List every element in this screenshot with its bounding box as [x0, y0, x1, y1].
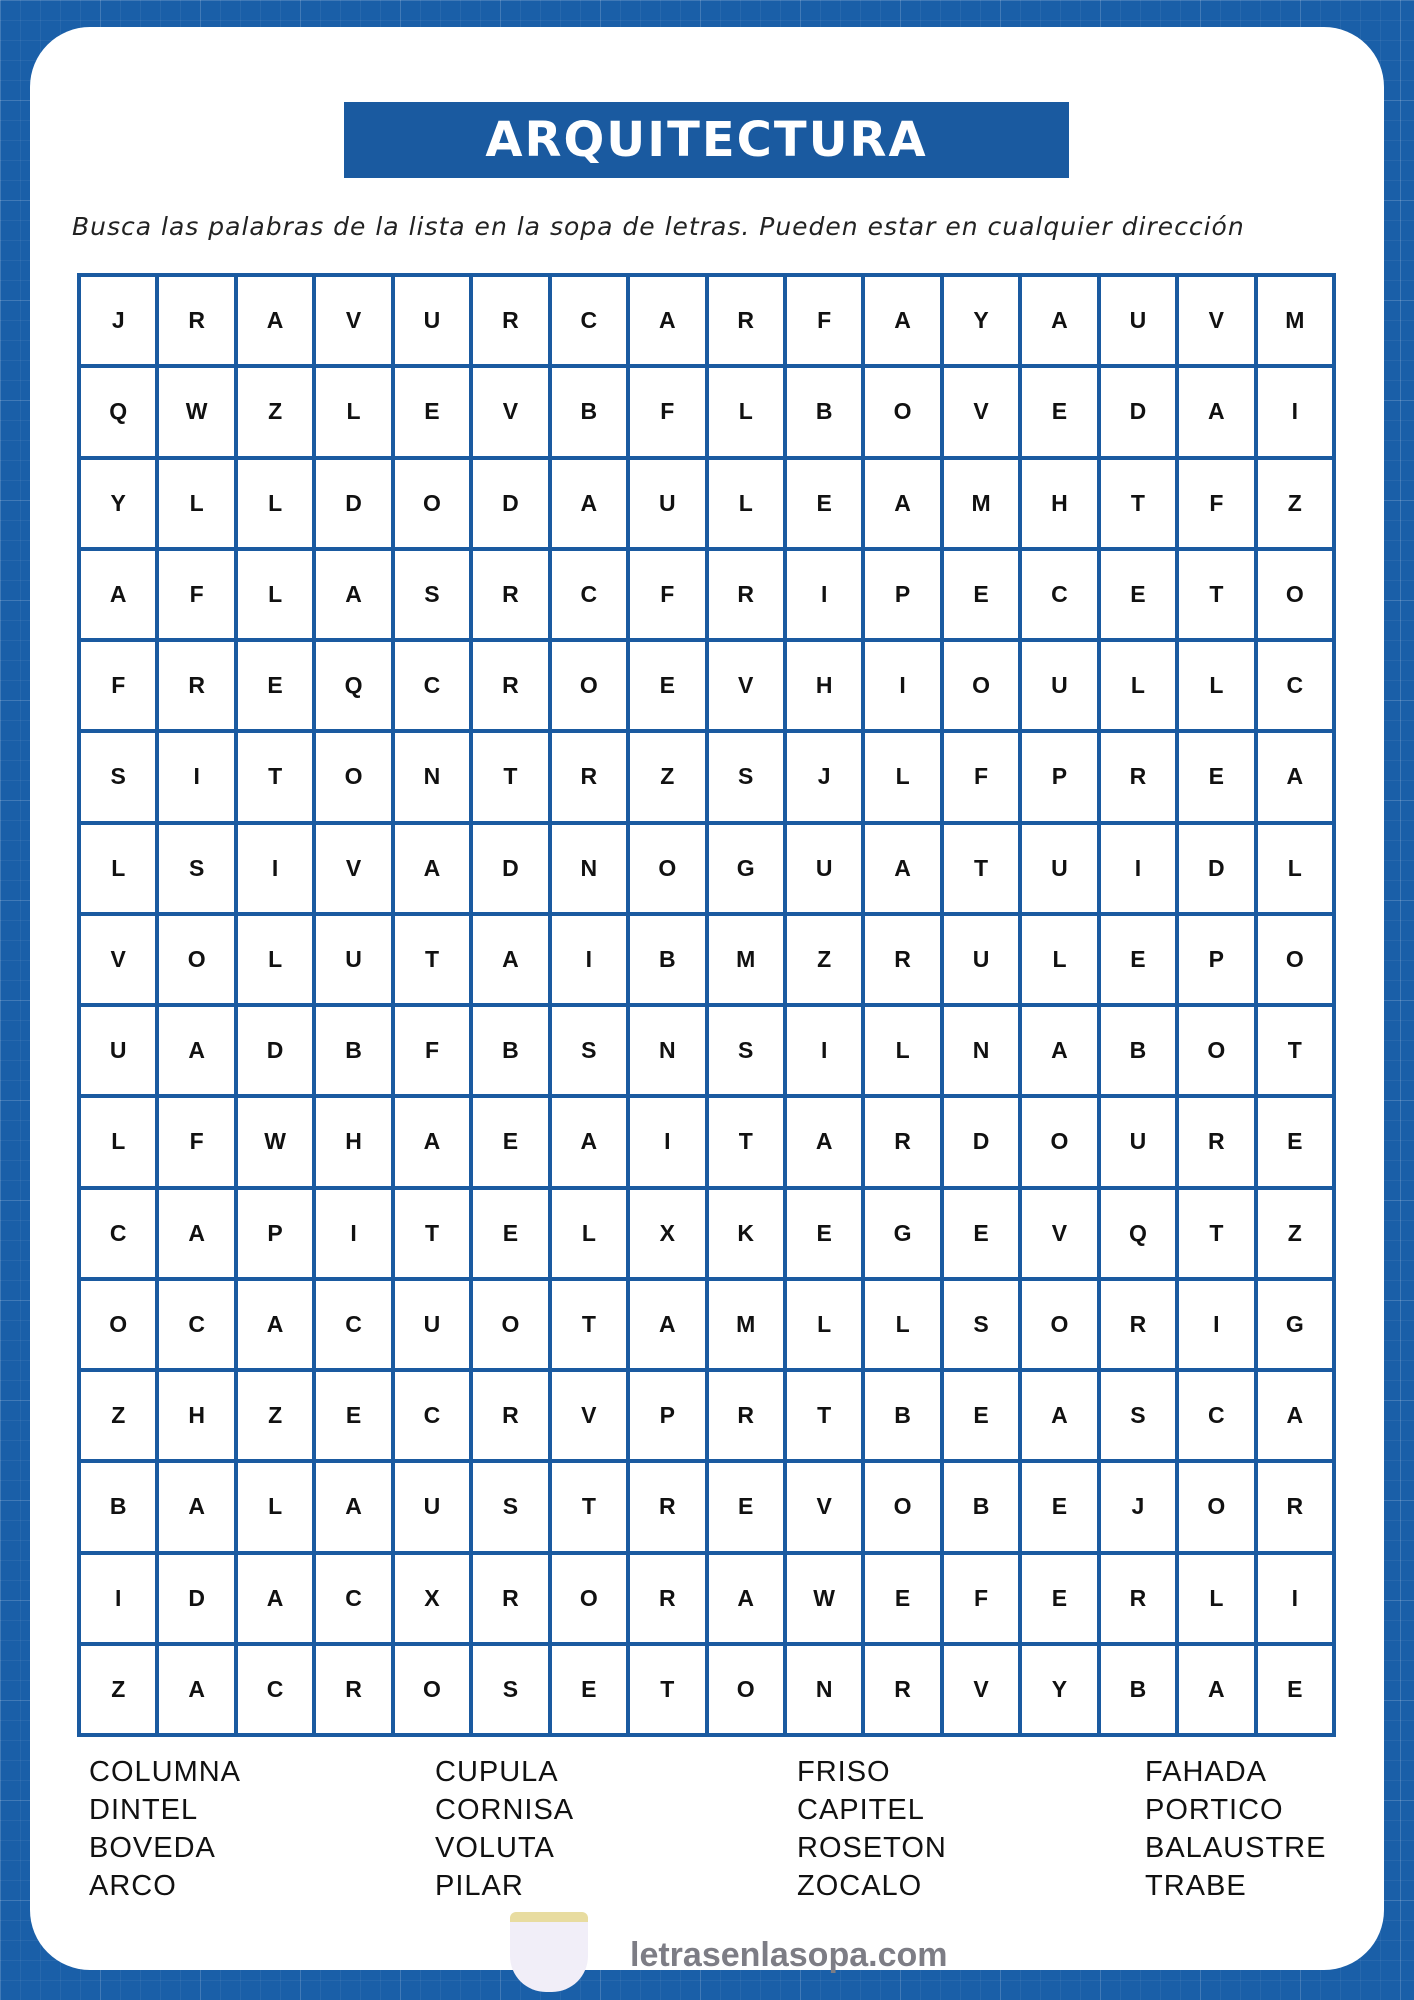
- grid-cell[interactable]: K: [707, 1188, 785, 1279]
- grid-cell[interactable]: U: [393, 1461, 471, 1552]
- grid-cell[interactable]: L: [314, 366, 392, 457]
- grid-cell[interactable]: F: [942, 1553, 1020, 1644]
- grid-cell[interactable]: B: [785, 366, 863, 457]
- grid-cell[interactable]: A: [785, 1096, 863, 1187]
- grid-cell[interactable]: T: [942, 823, 1020, 914]
- grid-cell[interactable]: V: [707, 640, 785, 731]
- grid-cell[interactable]: V: [942, 366, 1020, 457]
- grid-cell[interactable]: T: [471, 731, 549, 822]
- grid-cell[interactable]: L: [1177, 1553, 1255, 1644]
- word-item: TRABE: [1145, 1870, 1247, 1902]
- grid-cell[interactable]: R: [863, 914, 941, 1005]
- grid-cell[interactable]: D: [471, 823, 549, 914]
- grid-cell[interactable]: B: [471, 1005, 549, 1096]
- grid-cell[interactable]: I: [550, 914, 628, 1005]
- grid-cell[interactable]: B: [1099, 1644, 1177, 1735]
- grid-cell[interactable]: C: [550, 549, 628, 640]
- grid-cell[interactable]: E: [707, 1461, 785, 1552]
- grid-cell[interactable]: U: [79, 1005, 157, 1096]
- grid-cell[interactable]: A: [863, 275, 941, 366]
- grid-cell[interactable]: I: [79, 1553, 157, 1644]
- grid-cell[interactable]: R: [707, 1370, 785, 1461]
- word-item: FAHADA: [1145, 1756, 1268, 1788]
- grid-cell[interactable]: Z: [236, 1370, 314, 1461]
- word-item: ARCO: [89, 1870, 177, 1902]
- grid-cell[interactable]: F: [79, 640, 157, 731]
- grid-cell[interactable]: L: [1020, 914, 1098, 1005]
- grid-cell[interactable]: E: [1020, 366, 1098, 457]
- grid-cell[interactable]: G: [707, 823, 785, 914]
- grid-cell[interactable]: Z: [1256, 1188, 1334, 1279]
- word-item: BALAUSTRE: [1145, 1832, 1327, 1864]
- grid-cell[interactable]: E: [1256, 1096, 1334, 1187]
- grid-cell[interactable]: B: [1099, 1005, 1177, 1096]
- grid-cell[interactable]: D: [942, 1096, 1020, 1187]
- grid-cell[interactable]: L: [707, 458, 785, 549]
- grid-cell[interactable]: F: [393, 1005, 471, 1096]
- grid-cell[interactable]: P: [863, 549, 941, 640]
- grid-cell[interactable]: Y: [79, 458, 157, 549]
- grid-cell[interactable]: O: [1256, 549, 1334, 640]
- grid-cell[interactable]: R: [550, 731, 628, 822]
- grid-cell[interactable]: A: [550, 458, 628, 549]
- grid-cell[interactable]: E: [942, 549, 1020, 640]
- grid-cell[interactable]: R: [1256, 1461, 1334, 1552]
- grid-cell[interactable]: L: [863, 731, 941, 822]
- grid-cell[interactable]: O: [1020, 1279, 1098, 1370]
- grid-cell[interactable]: C: [314, 1553, 392, 1644]
- grid-cell[interactable]: F: [785, 275, 863, 366]
- grid-cell[interactable]: B: [863, 1370, 941, 1461]
- grid-cell[interactable]: A: [1020, 1005, 1098, 1096]
- grid-cell[interactable]: Z: [785, 914, 863, 1005]
- grid-cell[interactable]: C: [157, 1279, 235, 1370]
- grid-cell[interactable]: S: [79, 731, 157, 822]
- word-list: [89, 1754, 1349, 1904]
- grid-cell[interactable]: T: [628, 1644, 706, 1735]
- grid-cell[interactable]: U: [942, 914, 1020, 1005]
- grid-cell[interactable]: R: [628, 1553, 706, 1644]
- grid-cell[interactable]: L: [863, 1005, 941, 1096]
- grid-cell[interactable]: C: [314, 1279, 392, 1370]
- grid-cell[interactable]: R: [1099, 731, 1177, 822]
- word-item: DINTEL: [89, 1794, 199, 1826]
- grid-cell[interactable]: E: [1099, 549, 1177, 640]
- grid-cell[interactable]: O: [79, 1279, 157, 1370]
- grid-cell[interactable]: A: [157, 1188, 235, 1279]
- grid-cell[interactable]: S: [471, 1461, 549, 1552]
- grid-cell[interactable]: R: [1099, 1279, 1177, 1370]
- word-item: CUPULA: [435, 1756, 559, 1788]
- grid-cell[interactable]: I: [785, 1005, 863, 1096]
- grid-cell[interactable]: G: [1256, 1279, 1334, 1370]
- grid-cell[interactable]: U: [785, 823, 863, 914]
- grid-cell[interactable]: E: [1256, 1644, 1334, 1735]
- grid-cell[interactable]: L: [236, 1461, 314, 1552]
- page-title: ARQUITECTURA: [344, 102, 1069, 178]
- grid-cell[interactable]: S: [942, 1279, 1020, 1370]
- word-item: VOLUTA: [435, 1832, 555, 1864]
- grid-cell[interactable]: I: [236, 823, 314, 914]
- grid-cell[interactable]: A: [1177, 366, 1255, 457]
- grid-cell[interactable]: P: [628, 1370, 706, 1461]
- word-item: CORNISA: [435, 1794, 575, 1826]
- grid-cell[interactable]: E: [471, 1096, 549, 1187]
- grid-cell[interactable]: F: [157, 549, 235, 640]
- grid-cell[interactable]: G: [863, 1188, 941, 1279]
- grid-cell[interactable]: R: [1177, 1096, 1255, 1187]
- grid-cell[interactable]: L: [79, 823, 157, 914]
- grid-cell[interactable]: B: [314, 1005, 392, 1096]
- grid-cell[interactable]: R: [707, 549, 785, 640]
- grid-cell[interactable]: U: [628, 458, 706, 549]
- grid-cell[interactable]: O: [863, 1461, 941, 1552]
- grid-cell[interactable]: N: [785, 1644, 863, 1735]
- grid-cell[interactable]: T: [1177, 1188, 1255, 1279]
- grid-cell[interactable]: X: [393, 1553, 471, 1644]
- grid-cell[interactable]: L: [1256, 823, 1334, 914]
- grid-cell[interactable]: B: [550, 366, 628, 457]
- grid-cell[interactable]: R: [314, 1644, 392, 1735]
- grid-cell[interactable]: I: [1256, 366, 1334, 457]
- grid-cell[interactable]: I: [1177, 1279, 1255, 1370]
- grid-cell[interactable]: D: [157, 1553, 235, 1644]
- grid-cell[interactable]: A: [1020, 275, 1098, 366]
- grid-cell[interactable]: E: [393, 366, 471, 457]
- grid-cell[interactable]: N: [393, 731, 471, 822]
- site-name: letrasenlasopa.com: [630, 1936, 948, 1974]
- grid-cell[interactable]: U: [393, 275, 471, 366]
- grid-cell[interactable]: E: [1099, 914, 1177, 1005]
- word-search-grid: [77, 273, 1336, 1737]
- grid-cell[interactable]: V: [785, 1461, 863, 1552]
- grid-cell[interactable]: R: [471, 1553, 549, 1644]
- grid-cell[interactable]: T: [393, 1188, 471, 1279]
- grid-cell[interactable]: D: [1099, 366, 1177, 457]
- grid-cell[interactable]: V: [314, 823, 392, 914]
- word-item: BOVEDA: [89, 1832, 216, 1864]
- grid-cell[interactable]: V: [471, 366, 549, 457]
- grid-cell[interactable]: L: [157, 458, 235, 549]
- grid-cell[interactable]: R: [471, 549, 549, 640]
- grid-cell[interactable]: O: [863, 366, 941, 457]
- grid-cell[interactable]: P: [236, 1188, 314, 1279]
- grid-cell[interactable]: A: [157, 1005, 235, 1096]
- grid-cell[interactable]: I: [863, 640, 941, 731]
- grid-cell[interactable]: R: [628, 1461, 706, 1552]
- grid-cell[interactable]: E: [942, 1370, 1020, 1461]
- instructions: Busca las palabras de la lista en la sopa de letras. Pueden estar en cualquier dirección: [72, 212, 1245, 241]
- grid-cell[interactable]: C: [1177, 1370, 1255, 1461]
- grid-cell[interactable]: W: [785, 1553, 863, 1644]
- grid-cell[interactable]: V: [942, 1644, 1020, 1735]
- grid-cell[interactable]: Z: [1256, 458, 1334, 549]
- grid-cell[interactable]: P: [1020, 731, 1098, 822]
- grid-cell[interactable]: L: [236, 549, 314, 640]
- grid-cell[interactable]: F: [157, 1096, 235, 1187]
- grid-cell[interactable]: Y: [1020, 1644, 1098, 1735]
- grid-cell[interactable]: R: [471, 1370, 549, 1461]
- grid-cell[interactable]: T: [1256, 1005, 1334, 1096]
- grid-cell[interactable]: B: [942, 1461, 1020, 1552]
- word-item: PORTICO: [1145, 1794, 1284, 1826]
- grid-cell[interactable]: O: [550, 640, 628, 731]
- grid-cell[interactable]: O: [1256, 914, 1334, 1005]
- grid-cell[interactable]: L: [550, 1188, 628, 1279]
- grid-cell[interactable]: A: [236, 1553, 314, 1644]
- grid-cell[interactable]: D: [1177, 823, 1255, 914]
- grid-cell[interactable]: E: [1177, 731, 1255, 822]
- grid-cell[interactable]: O: [471, 1279, 549, 1370]
- grid-cell[interactable]: B: [628, 914, 706, 1005]
- grid-cell[interactable]: L: [863, 1279, 941, 1370]
- grid-cell[interactable]: L: [785, 1279, 863, 1370]
- grid-cell[interactable]: A: [157, 1644, 235, 1735]
- grid-cell[interactable]: L: [79, 1096, 157, 1187]
- grid-cell[interactable]: U: [1099, 275, 1177, 366]
- grid-cell[interactable]: H: [1020, 458, 1098, 549]
- word-item: FRISO: [797, 1756, 891, 1788]
- grid-cell[interactable]: S: [707, 731, 785, 822]
- grid-cell[interactable]: A: [707, 1553, 785, 1644]
- grid-cell[interactable]: R: [157, 275, 235, 366]
- grid-cell[interactable]: C: [393, 1370, 471, 1461]
- grid-cell[interactable]: A: [471, 914, 549, 1005]
- grid-cell[interactable]: C: [1020, 549, 1098, 640]
- grid-cell[interactable]: V: [314, 275, 392, 366]
- grid-cell[interactable]: S: [471, 1644, 549, 1735]
- grid-cell[interactable]: S: [393, 549, 471, 640]
- grid-cell[interactable]: E: [863, 1553, 941, 1644]
- grid-cell[interactable]: N: [550, 823, 628, 914]
- grid-cell[interactable]: E: [628, 640, 706, 731]
- grid-cell[interactable]: L: [236, 914, 314, 1005]
- grid-cell[interactable]: O: [1177, 1461, 1255, 1552]
- grid-cell[interactable]: F: [942, 731, 1020, 822]
- grid-cell[interactable]: S: [550, 1005, 628, 1096]
- grid-cell[interactable]: N: [628, 1005, 706, 1096]
- grid-cell[interactable]: J: [785, 731, 863, 822]
- grid-cell[interactable]: U: [393, 1279, 471, 1370]
- grid-cell[interactable]: A: [79, 549, 157, 640]
- grid-cell[interactable]: E: [314, 1370, 392, 1461]
- grid-cell[interactable]: O: [1177, 1005, 1255, 1096]
- grid-cell[interactable]: M: [707, 914, 785, 1005]
- grid-cell[interactable]: A: [1256, 731, 1334, 822]
- grid-cell[interactable]: R: [707, 275, 785, 366]
- grid-cell[interactable]: U: [1020, 640, 1098, 731]
- grid-cell[interactable]: Z: [628, 731, 706, 822]
- grid-cell[interactable]: M: [1256, 275, 1334, 366]
- grid-cell[interactable]: T: [707, 1096, 785, 1187]
- grid-cell[interactable]: E: [471, 1188, 549, 1279]
- grid-cell[interactable]: A: [236, 275, 314, 366]
- grid-cell[interactable]: L: [236, 458, 314, 549]
- grid-cell[interactable]: Y: [942, 275, 1020, 366]
- grid-cell[interactable]: C: [393, 640, 471, 731]
- grid-cell[interactable]: Q: [314, 640, 392, 731]
- grid-cell[interactable]: A: [157, 1461, 235, 1552]
- grid-cell[interactable]: V: [550, 1370, 628, 1461]
- grid-cell[interactable]: H: [314, 1096, 392, 1187]
- word-item: CAPITEL: [797, 1794, 925, 1826]
- grid-cell[interactable]: F: [1177, 458, 1255, 549]
- grid-cell[interactable]: L: [1099, 640, 1177, 731]
- bowl-mascot-icon: [510, 1912, 588, 1992]
- grid-cell[interactable]: S: [1099, 1370, 1177, 1461]
- grid-cell[interactable]: B: [79, 1461, 157, 1552]
- grid-cell[interactable]: A: [236, 1279, 314, 1370]
- grid-cell[interactable]: A: [628, 1279, 706, 1370]
- grid-cell[interactable]: L: [1177, 640, 1255, 731]
- grid-cell[interactable]: A: [863, 823, 941, 914]
- grid-cell[interactable]: C: [550, 275, 628, 366]
- grid-cell[interactable]: O: [314, 731, 392, 822]
- grid-cell[interactable]: D: [314, 458, 392, 549]
- grid-cell[interactable]: A: [628, 275, 706, 366]
- grid-cell[interactable]: O: [1020, 1096, 1098, 1187]
- grid-cell[interactable]: I: [314, 1188, 392, 1279]
- grid-cell[interactable]: S: [157, 823, 235, 914]
- grid-cell[interactable]: H: [157, 1370, 235, 1461]
- grid-cell[interactable]: Z: [236, 366, 314, 457]
- grid-cell[interactable]: A: [314, 549, 392, 640]
- grid-cell[interactable]: I: [157, 731, 235, 822]
- grid-cell[interactable]: E: [1020, 1461, 1098, 1552]
- word-item: ZOCALO: [797, 1870, 923, 1902]
- grid-cell[interactable]: R: [157, 640, 235, 731]
- grid-cell[interactable]: H: [785, 640, 863, 731]
- grid-cell[interactable]: M: [942, 458, 1020, 549]
- grid-cell[interactable]: A: [314, 1461, 392, 1552]
- grid-cell[interactable]: T: [1177, 549, 1255, 640]
- grid-cell[interactable]: I: [1099, 823, 1177, 914]
- grid-cell[interactable]: E: [942, 1188, 1020, 1279]
- grid-cell[interactable]: O: [393, 458, 471, 549]
- grid-cell[interactable]: T: [236, 731, 314, 822]
- grid-cell[interactable]: I: [785, 549, 863, 640]
- grid-cell[interactable]: O: [393, 1644, 471, 1735]
- grid-cell[interactable]: R: [863, 1096, 941, 1187]
- word-item: PILAR: [435, 1870, 524, 1902]
- grid-cell[interactable]: A: [863, 458, 941, 549]
- grid-cell[interactable]: D: [471, 458, 549, 549]
- grid-cell[interactable]: R: [471, 275, 549, 366]
- grid-cell[interactable]: R: [471, 640, 549, 731]
- grid-cell[interactable]: A: [393, 1096, 471, 1187]
- grid-cell[interactable]: O: [942, 640, 1020, 731]
- grid-cell[interactable]: J: [79, 275, 157, 366]
- grid-cell[interactable]: Q: [1099, 1188, 1177, 1279]
- grid-cell[interactable]: Q: [79, 366, 157, 457]
- grid-cell[interactable]: A: [550, 1096, 628, 1187]
- grid-cell[interactable]: V: [1177, 275, 1255, 366]
- grid-cell[interactable]: A: [393, 823, 471, 914]
- grid-cell[interactable]: I: [1256, 1553, 1334, 1644]
- grid-cell[interactable]: O: [157, 914, 235, 1005]
- grid-cell[interactable]: V: [79, 914, 157, 1005]
- grid-cell[interactable]: T: [393, 914, 471, 1005]
- grid-cell[interactable]: S: [707, 1005, 785, 1096]
- grid-cell[interactable]: O: [550, 1553, 628, 1644]
- grid-cell[interactable]: C: [1256, 640, 1334, 731]
- grid-cell[interactable]: O: [707, 1644, 785, 1735]
- grid-cell[interactable]: E: [236, 640, 314, 731]
- grid-cell[interactable]: E: [785, 1188, 863, 1279]
- grid-cell[interactable]: T: [1099, 458, 1177, 549]
- site-logo: [510, 1912, 948, 1984]
- grid-cell[interactable]: T: [550, 1461, 628, 1552]
- grid-cell[interactable]: A: [1177, 1644, 1255, 1735]
- grid-cell[interactable]: Z: [79, 1644, 157, 1735]
- grid-cell[interactable]: C: [79, 1188, 157, 1279]
- grid-cell[interactable]: A: [1256, 1370, 1334, 1461]
- grid-cell[interactable]: A: [1020, 1370, 1098, 1461]
- grid-cell[interactable]: W: [157, 366, 235, 457]
- grid-cell[interactable]: F: [628, 366, 706, 457]
- word-item: COLUMNA: [89, 1756, 242, 1788]
- grid-cell[interactable]: F: [628, 549, 706, 640]
- grid-cell[interactable]: U: [1020, 823, 1098, 914]
- grid-cell[interactable]: M: [707, 1279, 785, 1370]
- grid-cell[interactable]: C: [236, 1644, 314, 1735]
- grid-cell[interactable]: N: [942, 1005, 1020, 1096]
- grid-cell[interactable]: L: [707, 366, 785, 457]
- grid-cell[interactable]: R: [1099, 1553, 1177, 1644]
- grid-cell[interactable]: U: [314, 914, 392, 1005]
- grid-cell[interactable]: R: [863, 1644, 941, 1735]
- grid-cell[interactable]: W: [236, 1096, 314, 1187]
- grid-cell[interactable]: Z: [79, 1370, 157, 1461]
- grid-cell[interactable]: I: [628, 1096, 706, 1187]
- word-item: ROSETON: [797, 1832, 947, 1864]
- grid-cell[interactable]: D: [236, 1005, 314, 1096]
- grid-cell[interactable]: V: [1020, 1188, 1098, 1279]
- grid-cell[interactable]: O: [628, 823, 706, 914]
- grid-cell[interactable]: E: [550, 1644, 628, 1735]
- grid-cell[interactable]: U: [1099, 1096, 1177, 1187]
- grid-cell[interactable]: E: [1020, 1553, 1098, 1644]
- grid-cell[interactable]: P: [1177, 914, 1255, 1005]
- grid-cell[interactable]: T: [550, 1279, 628, 1370]
- grid-cell[interactable]: E: [785, 458, 863, 549]
- grid-cell[interactable]: J: [1099, 1461, 1177, 1552]
- grid-cell[interactable]: X: [628, 1188, 706, 1279]
- grid-cell[interactable]: T: [785, 1370, 863, 1461]
